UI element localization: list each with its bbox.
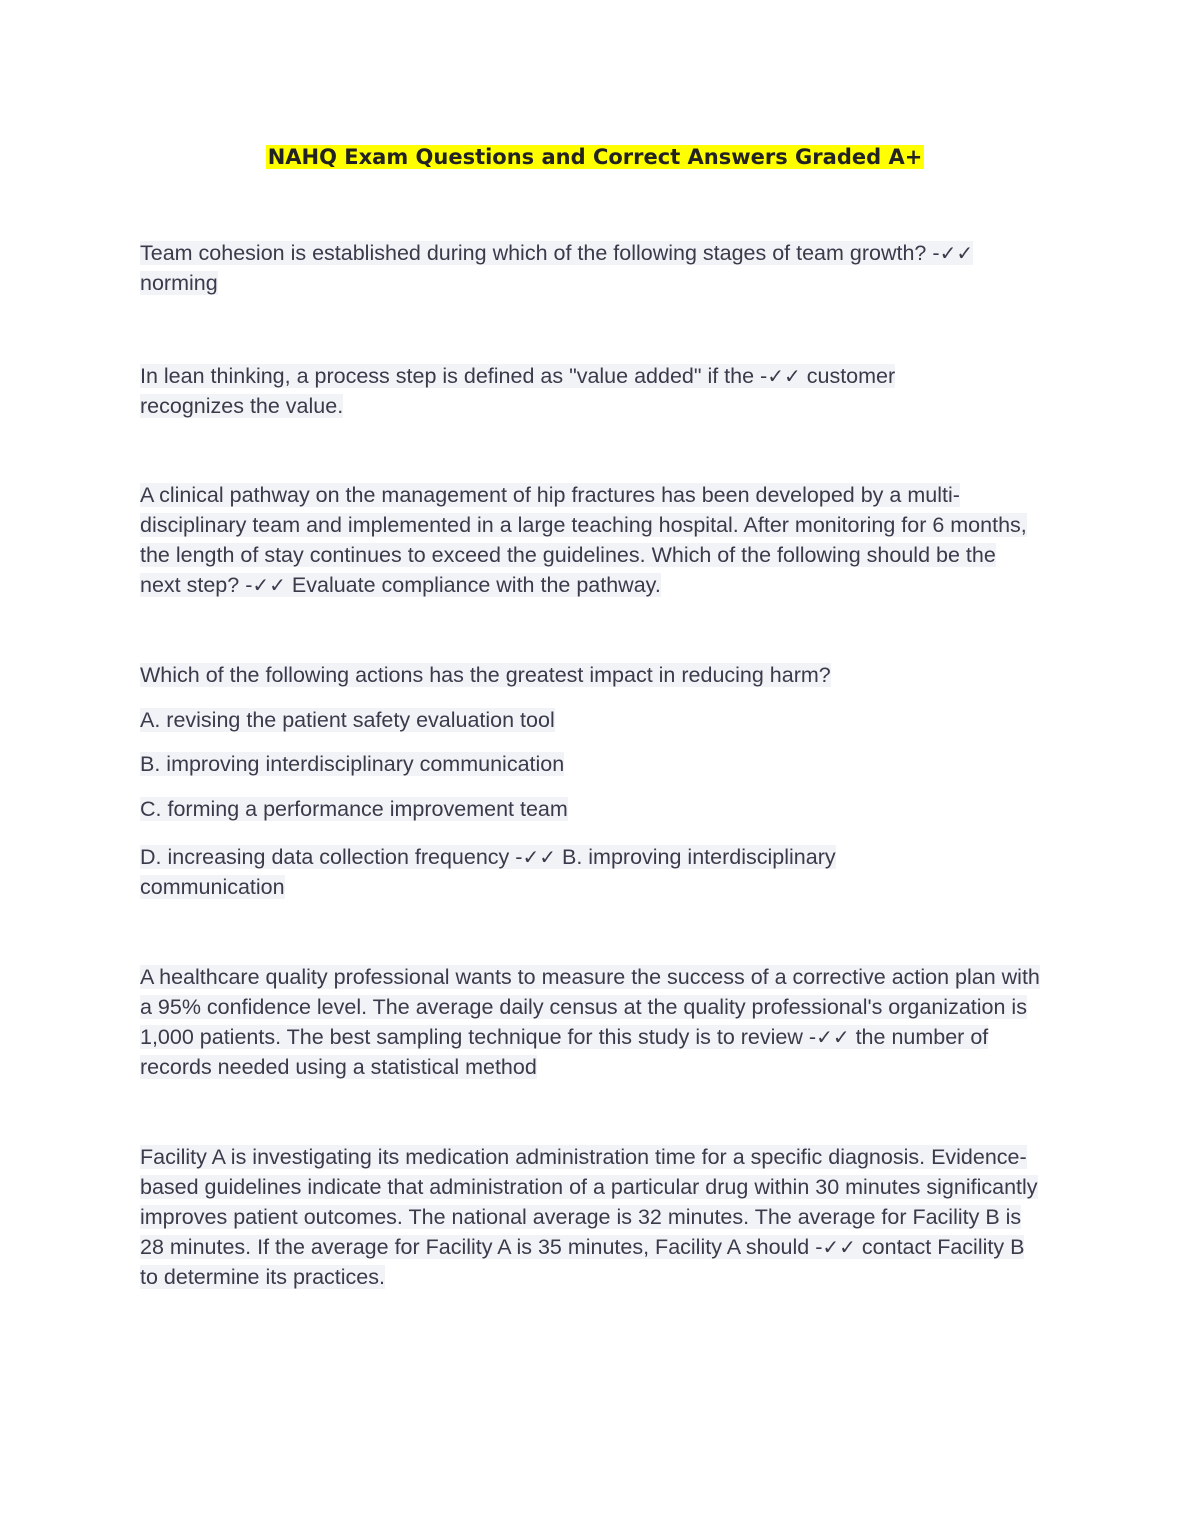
option-text: A. revising the patient safety evaluation tool — [140, 708, 555, 732]
qa-item-2 — [140, 361, 970, 421]
qa-item-4-question — [140, 660, 831, 690]
option-text: D. increasing data collection frequency — [140, 845, 516, 869]
qa-item-6 — [140, 1142, 1040, 1292]
answer-marker: -✓✓ — [760, 364, 801, 388]
option-b — [140, 749, 564, 779]
qa-item-3 — [140, 480, 1040, 600]
question-text: In lean thinking, a process step is defined as "value added" if the — [140, 364, 761, 388]
question-text: A clinical pathway on the management of hip fractures has been developed by a multi-disciplinary team and implemented in a large teaching hospital. After monitoring for 6 months, the length of stay continues to exceed the guidelines. Which of the following should be the next step? — [140, 483, 1027, 597]
answer-text: contact Facility B to determine its practices. — [140, 1235, 1025, 1289]
answer-text: B. improving interdisciplinary communication — [140, 845, 836, 899]
document-title — [0, 141, 1190, 173]
answer-text: Evaluate compliance with the pathway. — [285, 573, 661, 597]
answer-marker: -✓✓ — [515, 845, 556, 869]
answer-marker: -✓✓ — [815, 1235, 856, 1259]
question-text: Team cohesion is established during which of the following stages of team growth? — [140, 241, 933, 265]
qa-5-text — [140, 965, 1040, 1079]
qa-3-text — [140, 483, 1027, 597]
question-text: Which of the following actions has the greatest impact in reducing harm? — [140, 663, 831, 687]
answer-text: norming — [140, 271, 218, 295]
qa-item-5 — [140, 962, 1040, 1082]
option-text: C. forming a performance improvement team — [140, 797, 568, 821]
qa-4-answer-text — [140, 845, 836, 899]
question-text: A healthcare quality professional wants to measure the success of a corrective action plan with a 95% confidence level. The average daily census at the quality professional's organization is 1,000 patients. The best sampling technique for this study is to review — [140, 965, 1040, 1049]
answer-marker: -✓✓ — [932, 241, 974, 265]
answer-marker: -✓✓ — [808, 1025, 850, 1049]
qa-2-text — [140, 364, 895, 418]
qa-item-1 — [140, 238, 1050, 298]
answer-text: customer recognizes the value. — [140, 364, 896, 418]
document-title-text: NAHQ Exam Questions and Correct Answers Graded A+ — [267, 145, 923, 169]
qa-6-text — [140, 1145, 1038, 1289]
qa-1-text — [140, 241, 973, 295]
answer-text: the number of records needed using a statistical method — [140, 1025, 989, 1079]
question-text: Facility A is investigating its medication administration time for a specific diagnosis. Evidence-based guidelines indicate that administration of a particular drug within 30 minutes significantly improves patient outcomes. The national average is 32 minutes. The average for Facility B is 28 minutes. If the average for Facility A is 35 minutes, Facility A should — [140, 1145, 1038, 1259]
option-d-and-answer — [140, 842, 930, 902]
option-a — [140, 705, 555, 735]
answer-marker: -✓✓ — [245, 573, 286, 597]
option-text: B. improving interdisciplinary communication — [140, 752, 565, 776]
option-c — [140, 794, 568, 824]
